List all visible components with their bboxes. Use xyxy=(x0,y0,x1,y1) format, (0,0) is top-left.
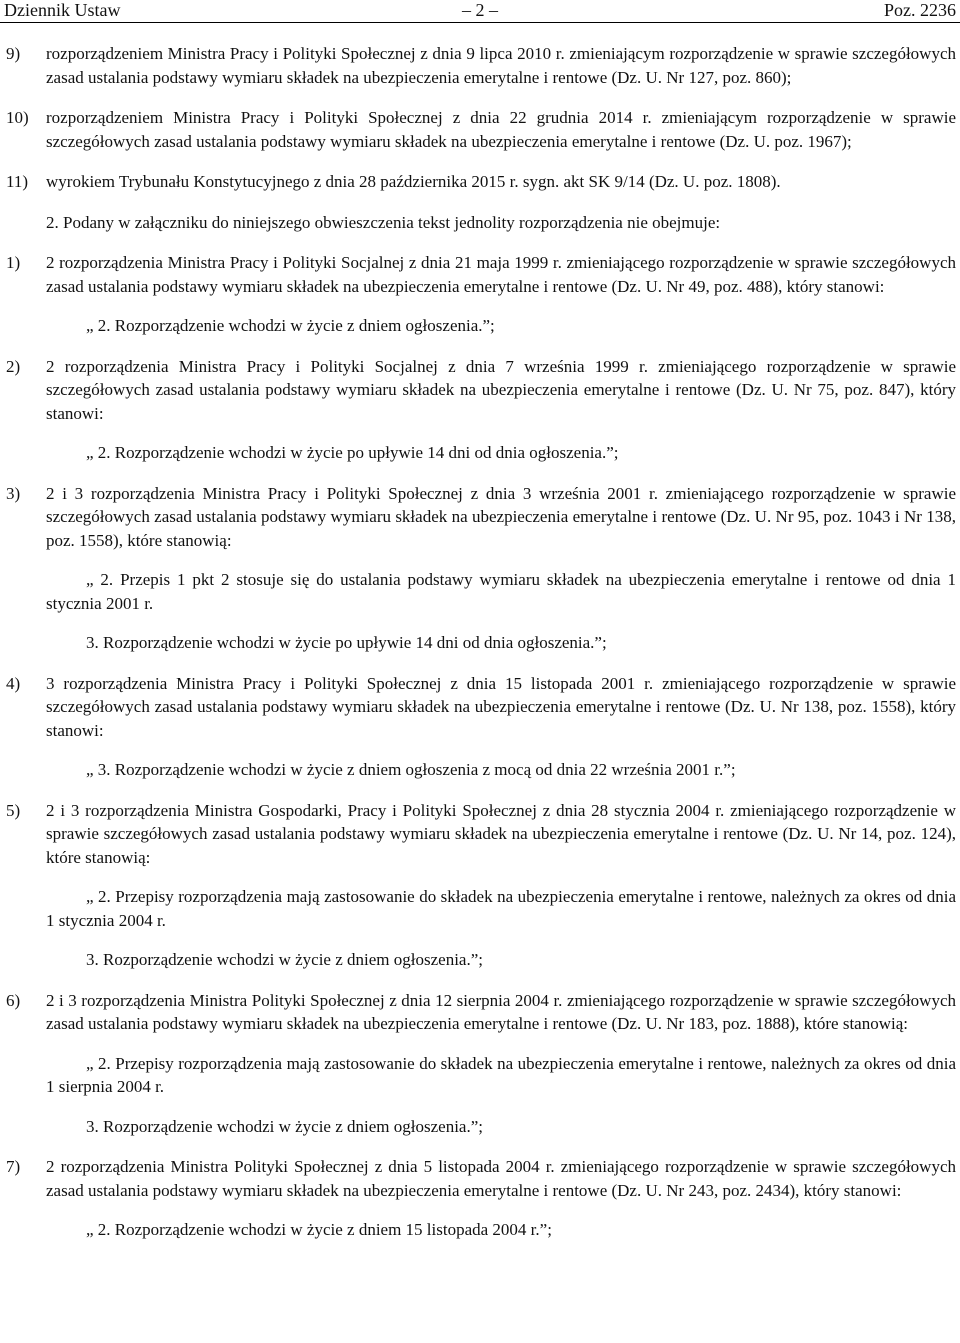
item-text: 2 rozporządzenia Ministra Pracy i Polityki Socjalnej z dnia 21 maja 1999 r. zmieniającego rozporządzenie w sprawie szczegółowych zasad ustalania podstawy wymiaru składek na ubezpieczenia emerytalne i rentowe (Dz. U. Nr 49, poz. 488), który stanowi: xyxy=(46,253,956,296)
item-number: 3) xyxy=(6,483,21,503)
item-text: rozporządzeniem Ministra Pracy i Polityki Społecznej z dnia 9 lipca 2010 r. zmieniającym rozporządzenie w sprawie szczegółowych zasad ustalania podstawy wymiaru składek na ubezpieczenia emerytalne i rentowe (Dz. U. Nr 127, poz. 860); xyxy=(46,44,956,87)
quote xyxy=(0,631,960,655)
item-number: 4) xyxy=(6,673,21,693)
item-number: 9) xyxy=(6,44,21,63)
list-item xyxy=(0,106,960,153)
quote-text: 3. Rozporządzenie wchodzi w życie z dniem ogłoszenia.”; xyxy=(86,950,483,969)
item-text: 2 i 3 rozporządzenia Ministra Polityki Społecznej z dnia 12 sierpnia 2004 r. zmieniającego rozporządzenie w sprawie szczegółowych zasad ustalania podstawy wymiaru składek na ubezpieczenia emerytalne i rentowe (Dz. U. Nr 183, poz. 1888), które stanowią: xyxy=(46,990,956,1033)
item-text: 2 i 3 rozporządzenia Ministra Pracy i Polityki Społecznej z dnia 3 września 2001 r. zmieniającego rozporządzenie w sprawie szczegółowych zasad ustalania podstawy wymiaru składek na ubezpieczenia emerytalne i rentowe (Dz. U. Nr 95, poz. 1043 i Nr 138, poz. 1558), które stanowią: xyxy=(46,483,956,550)
intro-text: 2. Podany w załączniku do niniejszego obwieszczenia tekst jednolity rozporządzenia nie obejmuje: xyxy=(46,212,721,232)
item-text: wyrokiem Trybunału Konstytucyjnego z dnia 28 października 2015 r. sygn. akt SK 9/14 (Dz. U. poz. 1808). xyxy=(46,172,781,191)
item-number: 5) xyxy=(6,800,21,820)
list-item xyxy=(0,799,960,870)
page-number: – 2 – xyxy=(462,0,498,20)
journal-title: Dziennik Ustaw xyxy=(4,0,121,20)
quote-text: 3. Rozporządzenie wchodzi w życie z dniem ogłoszenia.”; xyxy=(86,1116,483,1136)
page-header xyxy=(0,0,960,23)
quote xyxy=(0,1218,960,1242)
quote-text: „ 2. Przepisy rozporządzenia mają zastosowanie do składek na ubezpieczenia emerytalne i rentowe, należnych za okres od dnia 1 sierpnia 2004 r. xyxy=(46,1053,956,1096)
document-body xyxy=(0,42,960,1242)
list-item xyxy=(0,170,960,194)
item-text: 2 rozporządzenia Ministra Pracy i Polityki Socjalnej z dnia 7 września 1999 r. zmieniającego rozporządzenie w sprawie szczegółowych zasad ustalania podstawy wymiaru składek na ubezpieczenia emerytalne i rentowe (Dz. U. Nr 75, poz. 847), który stanowi: xyxy=(46,356,956,423)
quote-text: „ 2. Przepis 1 pkt 2 stosuje się do ustalania podstawy wymiaru składek na ubezpieczenia emerytalne i rentowe od dnia 1 stycznia 2001 r. xyxy=(46,570,956,613)
section-intro xyxy=(0,211,960,235)
item-number: 2) xyxy=(6,356,21,376)
position-number: Poz. 2236 xyxy=(884,0,956,20)
quote-text: „ 3. Rozporządzenie wchodzi w życie z dniem ogłoszenia z mocą od dnia 22 września 2001 r.”; xyxy=(86,760,736,779)
item-number: 1) xyxy=(6,253,21,272)
list-item xyxy=(0,1155,960,1202)
item-number: 11) xyxy=(6,172,29,191)
list-item xyxy=(0,989,960,1036)
list-item xyxy=(0,672,960,743)
item-number: 6) xyxy=(6,990,21,1010)
quote xyxy=(0,758,960,782)
item-number: 10) xyxy=(6,108,29,127)
quote xyxy=(0,885,960,932)
quote xyxy=(0,314,960,338)
quote-text: „ 2. Rozporządzenie wchodzi w życie z dniem ogłoszenia.”; xyxy=(86,316,495,335)
item-text: rozporządzeniem Ministra Pracy i Polityki Społecznej z dnia 22 grudnia 2014 r. zmieniającym rozporządzenie w sprawie szczegółowych zasad ustalania podstawy wymiaru składek na ubezpieczenia emerytalne i rentowe (Dz. U. poz. 1967); xyxy=(46,108,956,151)
item-text: 2 i 3 rozporządzenia Ministra Gospodarki, Pracy i Polityki Społecznej z dnia 28 stycznia 2004 r. zmieniającego rozporządzenie w sprawie szczegółowych zasad ustalania podstawy wymiaru składek na ubezpieczenia emerytalne i rentowe (Dz. U. Nr 14, poz. 124), które stanowią: xyxy=(46,800,956,867)
list-item xyxy=(0,251,960,298)
quote xyxy=(0,568,960,615)
quote-text: „ 2. Rozporządzenie wchodzi w życie z dniem 15 listopada 2004 r.”; xyxy=(86,1220,552,1239)
item-number: 7) xyxy=(6,1157,21,1176)
item-text: 2 rozporządzenia Ministra Polityki Społecznej z dnia 5 listopada 2004 r. zmieniającego rozporządzenie w sprawie szczegółowych zasad ustalania podstawy wymiaru składek na ubezpieczenia emerytalne i rentowe (Dz. U. Nr 243, poz. 2434), który stanowi: xyxy=(46,1157,956,1200)
item-text: 3 rozporządzenia Ministra Pracy i Polityki Społecznej z dnia 15 listopada 2001 r. zmieniającego rozporządzenie w sprawie szczegółowych zasad ustalania podstawy wymiaru składek na ubezpieczenia emerytalne i rentowe (Dz. U. Nr 138, poz. 1558), który stanowi: xyxy=(46,673,956,740)
quote xyxy=(0,1115,960,1139)
list-item xyxy=(0,42,960,89)
quote xyxy=(0,1052,960,1099)
quote-text: 3. Rozporządzenie wchodzi w życie po upływie 14 dni od dnia ogłoszenia.”; xyxy=(86,633,607,652)
list-item xyxy=(0,355,960,426)
quote xyxy=(0,948,960,972)
quote-text: „ 2. Przepisy rozporządzenia mają zastosowanie do składek na ubezpieczenia emerytalne i rentowe, należnych za okres od dnia 1 stycznia 2004 r. xyxy=(46,887,956,930)
quote xyxy=(0,441,960,465)
list-item xyxy=(0,482,960,553)
quote-text: „ 2. Rozporządzenie wchodzi w życie po upływie 14 dni od dnia ogłoszenia.”; xyxy=(86,443,619,462)
